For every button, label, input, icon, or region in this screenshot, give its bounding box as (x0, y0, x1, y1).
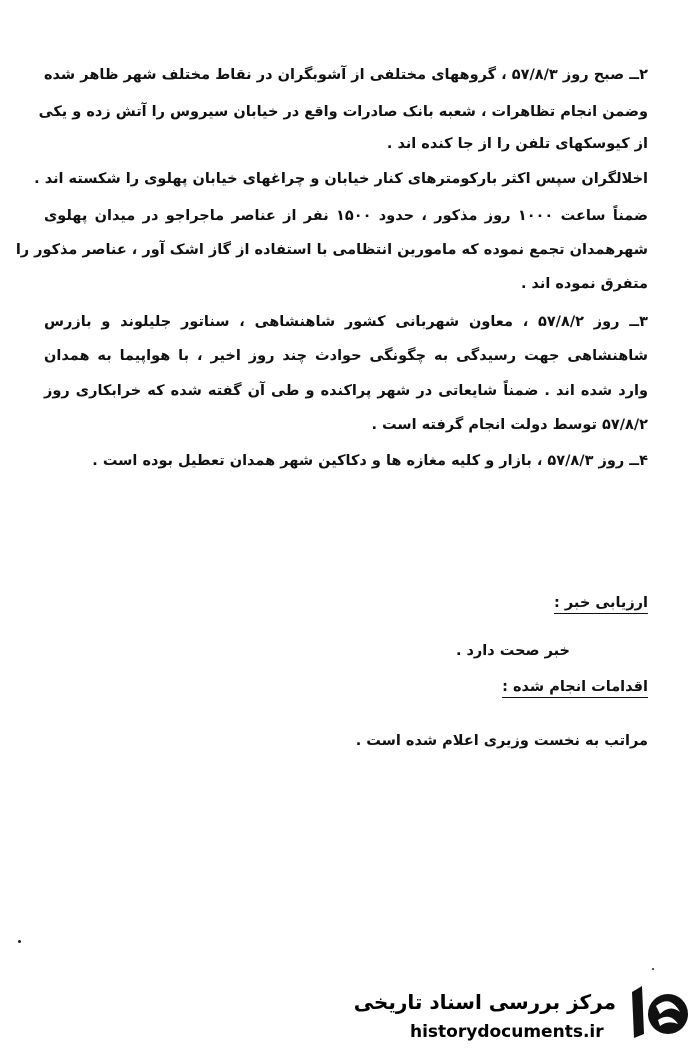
paragraph-4: ۴ــ روز ۵۷/۸/۳ ، بازار و کلیه مغازه ها و دکاکین شهر همدان تعطیل بوده است . (92, 453, 648, 469)
paragraph-2-line-6: شهرهمدان تجمع نموده که مامورین انتظامی با استفاده از گاز اشک آور ، عناصر مذکور را (15, 242, 648, 258)
actions-text: مراتب به نخست وزیری اعلام شده است . (355, 733, 648, 749)
watermark-title: مرکز بررسی اسناد تاریخی (353, 990, 616, 1014)
paragraph-3-line-4: ۵۷/۸/۲ توسط دولت انجام گرفته است . (371, 417, 648, 433)
scan-speck (18, 940, 21, 943)
paragraph-2-line-7: متفرق نموده اند . (520, 276, 648, 292)
paragraph-2-line-4: اخلالگران سپس اکثر بارکومترهای کنار خیابان و چراغهای خیابان پهلوی را شکسته اند . (34, 171, 648, 187)
paragraph-2-line-1: ۲ــ صبح روز ۵۷/۸/۳ ، گروههای مختلفی از آشوبگران در نقاط مختلف شهر ظاهر شده (44, 67, 648, 83)
paragraph-2-line-2: وضمن انجام تظاهرات ، شعبه بانک صادرات واقع در خیابان سیروس را آتش زده و یکی (38, 104, 648, 120)
watermark-url: historydocuments.ir (410, 1022, 604, 1042)
paragraph-2-line-3: از کیوسکهای تلفن را از جا کنده اند . (386, 136, 648, 152)
paragraph-2-line-5: ضمناً ساعت ۱۰۰۰ روز مذکور ، حدود ۱۵۰۰ نفر از عناصر ماجراجو در میدان پهلوی (44, 208, 648, 224)
evaluation-heading: ارزیابی خبر : (554, 595, 648, 611)
evaluation-text: خبر صحت دارد . (455, 643, 570, 659)
paragraph-3-line-3: وارد شده اند . ضمناً شایعاتی در شهر پراکنده و طی آن گفته شده که خرابکاری روز (44, 383, 648, 399)
scan-speck (652, 968, 654, 970)
actions-heading: اقدامات انجام شده : (502, 679, 648, 695)
paragraph-3-line-1: ۳ــ روز ۵۷/۸/۲ ، معاون شهربانی کشور شاهنشاهی ، سناتور جلیلوند و بازرس (44, 314, 648, 330)
archive-logo-icon (626, 984, 690, 1040)
paragraph-3-line-2: شاهنشاهی جهت رسیدگی به چگونگی حوادث چند روز اخیر ، با هواپیما به همدان (44, 348, 648, 364)
